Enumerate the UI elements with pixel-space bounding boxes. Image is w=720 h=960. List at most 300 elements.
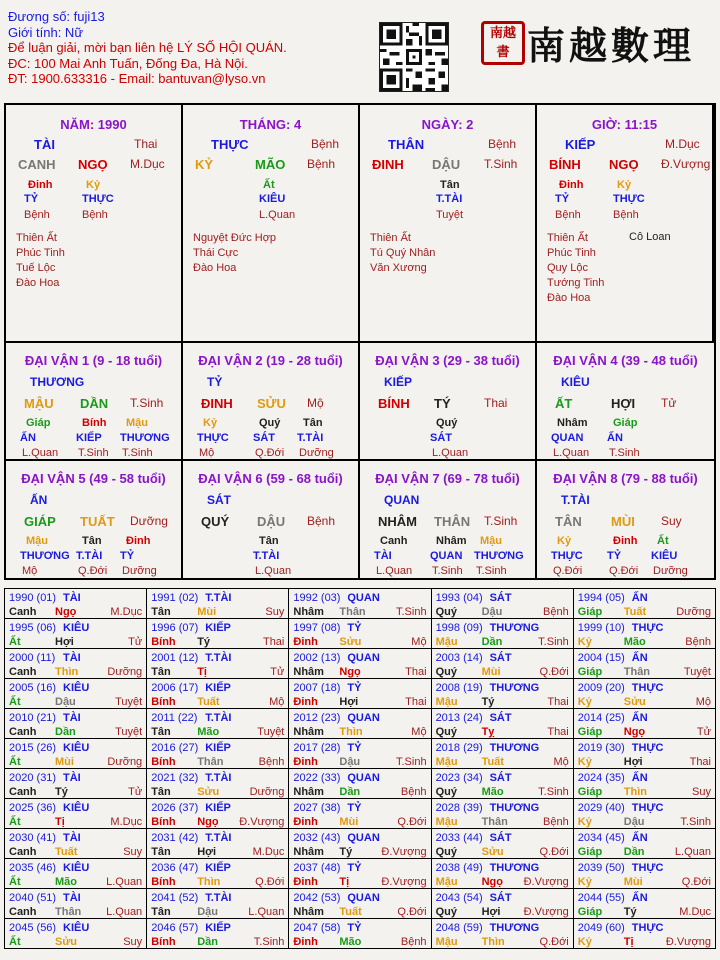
year-line-2 [151,696,284,709]
year-phase: Thai [405,666,427,678]
year-chi: Dần [481,636,503,648]
year-line-1 [578,712,711,725]
year-label: 2007 (18) [293,682,341,694]
year-chi: Thìn [339,726,363,738]
pillar-title: THÁNG: 4 [239,117,302,132]
year-chi: Tị [339,876,350,888]
year-phase: Tử [696,726,711,738]
year-god: KIÊU [63,922,90,934]
year-can: Mậu [435,756,458,768]
year-label: 1990 (01) [9,592,57,604]
hidden-phase: L.Quan [376,565,413,577]
pillar-title: NĂM: 1990 [60,117,127,132]
year-line-2 [436,846,569,859]
year-line-1 [293,922,426,935]
year-cell [431,799,573,829]
dai-van-phase: T.Sinh [484,514,518,528]
year-cell [147,859,289,889]
year-god: KIẾP [205,802,231,814]
year-line-1 [578,592,711,605]
pillar-chi: NGỌ [609,157,639,172]
year-god: TÀI [63,592,81,604]
year-chi: Mão [197,726,220,738]
dai-van-7 [360,461,537,579]
year-can: Nhâm [293,726,324,738]
year-phase: L.Quan [106,876,143,888]
year-cell [5,859,147,889]
year-label: 2040 (51) [9,892,57,904]
star-item: Thiên Ất [370,232,411,244]
dai-van-title: ĐẠI VẬN 8 (79 - 88 tuổi) [553,471,698,486]
year-line-2 [578,756,711,769]
year-god: KIÊU [63,862,90,874]
dai-van-6 [183,461,360,579]
year-label: 2002 (13) [293,652,341,664]
year-chi: Hợi [55,636,74,648]
year-phase: Tử [270,666,285,678]
year-row [5,619,716,649]
year-god: QUAN [347,832,380,844]
hidden-phase: L.Quan [22,447,59,459]
dai-van-4 [537,343,714,461]
year-line-1 [9,622,142,635]
star-item: Văn Xương [370,262,427,274]
year-chi: Dần [197,936,218,948]
hidden-phase: Bệnh [82,209,108,221]
year-phase: Thai [547,696,569,708]
dai-van-title: ĐẠI VẬN 2 (19 - 28 tuổi) [198,353,343,368]
year-can: Kỷ [577,636,592,648]
year-can: Giáp [577,846,603,858]
year-cell [573,769,715,799]
year-cell [289,649,431,679]
pillar-1 [183,105,360,343]
year-line-1 [436,622,569,635]
year-line-1 [578,922,711,935]
dai-van-phase: Bệnh [307,514,336,528]
hidden-god: T.TÀI [436,193,463,205]
year-phase: Bệnh [685,636,711,648]
year-cell [573,679,715,709]
year-can: Quý [435,726,457,738]
hidden-phase: Dưỡng [122,565,157,577]
year-phase: Dưỡng [107,666,143,678]
year-can: Nhâm [293,846,324,858]
year-can: Nhâm [293,906,324,918]
year-label: 2012 (23) [293,712,341,724]
year-phase: T.Sinh [395,606,427,618]
year-god: THỰC [631,922,664,934]
hidden-phase: Bệnh [613,209,639,221]
year-cell [147,889,289,919]
year-line-2 [293,816,426,829]
year-god: KIÊU [63,622,90,634]
hidden-stem: Bính [82,417,107,429]
hidden-stem: Tân [440,179,460,191]
year-chi: Tỵ [481,726,495,738]
year-can: Kỷ [577,936,592,948]
year-can: Mậu [435,876,458,888]
dai-van-8 [537,461,714,579]
year-phase: Đ.Vượng [523,876,569,888]
year-label: 1995 (06) [9,622,57,634]
year-line-1 [293,862,426,875]
year-row [5,739,716,769]
year-cell [289,769,431,799]
year-label: 2048 (59) [435,922,483,934]
logo [481,13,711,69]
year-god: T.TÀI [205,592,232,604]
year-label: 2003 (14) [435,652,483,664]
dai-van-title: ĐẠI VẬN 7 (69 - 78 tuổi) [375,471,520,486]
hidden-god: TỶ [120,550,135,562]
year-label: 2024 (35) [577,772,625,784]
year-cell [147,619,289,649]
year-line-2 [436,876,569,889]
year-phase: T.Sinh [538,786,569,798]
year-can: Ất [9,636,21,648]
dai-van-chi: DẬU [257,514,286,529]
dai-van-3 [360,343,537,461]
year-cell [573,619,715,649]
hidden-phase: T.Sinh [609,447,640,459]
year-line-1 [578,892,711,905]
year-god: KIẾP [205,742,231,754]
hidden-stem: Kỷ [557,535,572,547]
year-can: Ất [9,936,21,948]
hidden-god: THỰC [551,550,583,562]
pillar-3 [537,105,714,343]
year-line-1 [9,742,142,755]
year-label: 2023 (34) [435,772,483,784]
year-god: T.TÀI [205,652,232,664]
hidden-phase: L.Quan [255,565,292,577]
year-line-1 [578,622,711,635]
dai-van-title: ĐẠI VẬN 3 (29 - 38 tuổi) [375,353,520,368]
year-chi: Dần [623,846,645,858]
year-line-1 [436,682,569,695]
year-phase: M.Dục [110,606,143,618]
year-can: Ất [9,876,21,888]
pillar-state: M.Dục [665,137,700,151]
year-line-1 [151,622,284,635]
pillar-god: THỰC [211,137,249,152]
year-label: 2043 (54) [435,892,483,904]
year-phase: Suy [123,846,143,858]
year-line-2 [578,846,711,859]
hidden-stem: Nhâm [436,535,467,547]
year-label: 1997 (08) [293,622,341,634]
star-list [547,231,604,306]
dai-van-god: T.TÀI [561,493,590,507]
hidden-god: SÁT [253,432,275,444]
year-line-1 [151,652,284,665]
year-phase: T.Sinh [395,756,427,768]
year-phase: Mộ [695,696,711,708]
year-label: 2044 (55) [577,892,625,904]
dai-van-can: BÍNH [378,396,410,411]
year-line-1 [578,832,711,845]
year-row [5,589,716,619]
year-can: Giáp [577,606,603,618]
year-cell [431,589,573,619]
hidden-god: ẤN [607,432,623,444]
year-phase: Đ.Vượng [381,876,427,888]
year-can: Giáp [577,666,603,678]
year-can: Ất [9,696,21,708]
year-god: ẤN [631,832,648,844]
year-line-1 [436,922,569,935]
dai-van-title: ĐẠI VẬN 1 (9 - 18 tuổi) [24,353,163,368]
star-item: Thiên Ất [547,232,588,244]
year-cell [147,739,289,769]
year-god: ẤN [631,712,648,724]
dai-van-god: ẤN [30,493,48,507]
year-chi: Thân [623,666,651,678]
year-can: Bính [151,696,176,708]
year-can: Kỷ [577,876,592,888]
year-label: 2031 (42) [151,832,199,844]
dai-van-can: ĐINH [201,396,233,411]
hidden-phase: Q.Đới [78,565,108,577]
star-item: Quy Lộc [547,262,588,274]
year-cell [573,799,715,829]
year-cell [289,739,431,769]
year-cell [573,649,715,679]
year-line-1 [578,772,711,785]
year-cell [147,829,289,859]
phone-email: ĐT: 1900.633316 - Email: bantuvan@lyso.vn [8,71,266,86]
pillar-state: Bệnh [488,137,517,151]
hidden-god: T.TÀI [76,550,103,562]
contact-invite: Để luận giải, mời bạn liên hệ LÝ SỐ HỘI QUÁN. [8,40,287,55]
year-line-2 [436,636,569,649]
hidden-phase: L.Quan [553,447,590,459]
dai-van-can: NHÂM [378,514,417,529]
dai-van-god: THƯƠNG [30,375,85,389]
year-chi: Thìn [55,666,79,678]
year-cell [5,919,147,949]
hidden-god: QUAN [430,550,463,562]
hidden-phase: L.Quan [259,209,296,221]
year-can: Tân [151,906,171,918]
year-line-1 [9,772,142,785]
year-line-1 [9,922,142,935]
hidden-stem: Canh [380,535,408,547]
year-cell [5,799,147,829]
year-cell [5,619,147,649]
year-line-2 [9,936,142,949]
hidden-stem: Quý [259,417,281,429]
dai-van-god: SÁT [207,493,231,507]
year-cell [147,799,289,829]
year-line-2 [293,726,426,739]
year-line-1 [436,742,569,755]
year-label: 2045 (56) [9,922,57,934]
year-line-1 [151,682,284,695]
year-line-1 [9,802,142,815]
year-chi: Sửu [197,786,220,798]
dai-van-phase: Tử [661,396,677,410]
year-god: T.TÀI [205,892,232,904]
hidden-god: TỶ [555,193,570,205]
year-chi: Thân [55,906,82,918]
year-phase: Q.Đới [255,876,285,888]
year-label: 2029 (40) [577,802,625,814]
year-god: TỶ [347,862,362,874]
year-line-2 [9,846,142,859]
year-line-1 [293,832,426,845]
year-label: 2001 (12) [151,652,199,664]
year-line-1 [293,592,426,605]
hidden-stem: Ất [263,179,275,191]
year-can: Giáp [577,726,603,738]
star-item: Phúc Tinh [547,247,596,259]
year-cell [147,679,289,709]
year-god: TÀI [63,832,81,844]
year-label: 2017 (28) [293,742,341,754]
year-phase: M.Dục [252,846,285,858]
pillar-chi: NGỌ [78,157,108,172]
year-line-2 [293,606,426,619]
year-chi: Hợi [623,756,643,768]
year-phase: Tử [128,786,143,798]
year-label: 2030 (41) [9,832,57,844]
year-chi: Dậu [623,816,645,828]
year-cell [289,799,431,829]
year-chi: Hợi [481,906,501,918]
year-god: SÁT [489,772,512,784]
year-chi: Ngọ [197,816,219,828]
year-god: QUAN [347,592,380,604]
dai-van-phase: Thai [484,396,508,410]
year-line-2 [293,636,426,649]
pillar-chi: MÃO [255,157,286,172]
year-label: 1999 (10) [577,622,625,634]
hidden-god: THƯƠNG [120,432,170,444]
year-line-1 [293,652,426,665]
hidden-stem: Giáp [613,417,638,429]
year-can: Nhâm [293,606,324,618]
year-can: Canh [9,606,37,618]
year-phase: Tuyệt [115,726,143,738]
year-phase: T.Sinh [538,636,569,648]
year-cell [289,889,431,919]
hidden-god: T.TÀI [253,550,280,562]
star-item: Tướng Tinh [547,277,605,289]
year-table [4,588,716,949]
year-line-1 [578,742,711,755]
year-chi: Mão [55,876,77,888]
year-label: 2021 (32) [151,772,199,784]
year-god: T.TÀI [205,712,232,724]
star-item: Đào Hoa [193,262,237,274]
year-chi: Mùi [481,666,501,678]
year-can: Quý [435,846,457,858]
year-line-2 [578,816,711,829]
year-can: Tân [151,786,171,798]
logo-title: 南越數理 [527,23,696,68]
year-label: 2015 (26) [9,742,57,754]
year-cell [147,709,289,739]
hidden-phase: Q.Đới [255,447,285,459]
year-label: 2014 (25) [577,712,625,724]
year-cell [289,829,431,859]
year-line-1 [151,592,284,605]
year-god: KIÊU [63,742,90,754]
year-label: 2041 (52) [151,892,199,904]
hidden-god: TÀI [374,550,392,562]
year-phase: L.Quan [106,906,143,918]
year-cell [431,709,573,739]
year-god: THƯƠNG [489,862,540,874]
year-line-2 [436,756,569,769]
dai-van-chi: MÙI [611,514,635,529]
hidden-stem: Đinh [28,179,53,191]
year-cell [431,859,573,889]
year-label: 2011 (22) [151,712,198,724]
hidden-phase: T.Sinh [432,565,463,577]
year-chi: Sửu [623,696,646,708]
year-chi: Dần [55,726,76,738]
hidden-stem: Tân [82,535,102,547]
hidden-phase: Tuyệt [436,209,464,221]
pillar-can: ĐINH [372,157,404,172]
year-line-2 [578,696,711,709]
hidden-god: THỰC [197,432,229,444]
year-line-2 [151,816,284,829]
year-phase: Q.Đới [539,936,569,948]
year-god: KIẾP [205,682,231,694]
year-line-1 [9,682,142,695]
hidden-stem: Giáp [26,417,51,429]
pillar-can: BÍNH [549,157,581,172]
year-label: 1991 (02) [151,592,199,604]
year-cell [5,709,147,739]
year-phase: Dưỡng [676,606,711,618]
year-label: 1992 (03) [293,592,341,604]
year-line-1 [436,832,569,845]
dai-van-can: ẤT [555,396,573,411]
year-chi: Ngọ [55,606,77,618]
year-line-2 [436,606,569,619]
year-line-1 [436,772,569,785]
year-line-1 [436,652,569,665]
year-chi: Thìn [623,786,647,798]
year-line-2 [578,936,711,949]
year-can: Đinh [293,936,318,948]
year-line-2 [9,606,142,619]
year-label: 1993 (04) [435,592,483,604]
year-god: KIÊU [63,802,90,814]
year-phase: L.Quan [674,846,711,858]
year-cell [5,739,147,769]
year-can: Ất [9,756,21,768]
dai-van-god: QUAN [384,493,420,507]
year-chi: Ngọ [481,876,503,888]
year-phase: Tuyệt [257,726,285,738]
year-chi: Sửu [339,636,362,648]
year-phase: Đ.Vượng [523,906,569,918]
year-line-2 [578,666,711,679]
year-cell [431,889,573,919]
year-phase: Thai [689,756,711,768]
year-line-2 [151,726,284,739]
year-can: Đinh [293,756,318,768]
hidden-god: THỰC [82,193,114,205]
year-row [5,649,716,679]
pillar-god: TÀI [34,137,55,152]
